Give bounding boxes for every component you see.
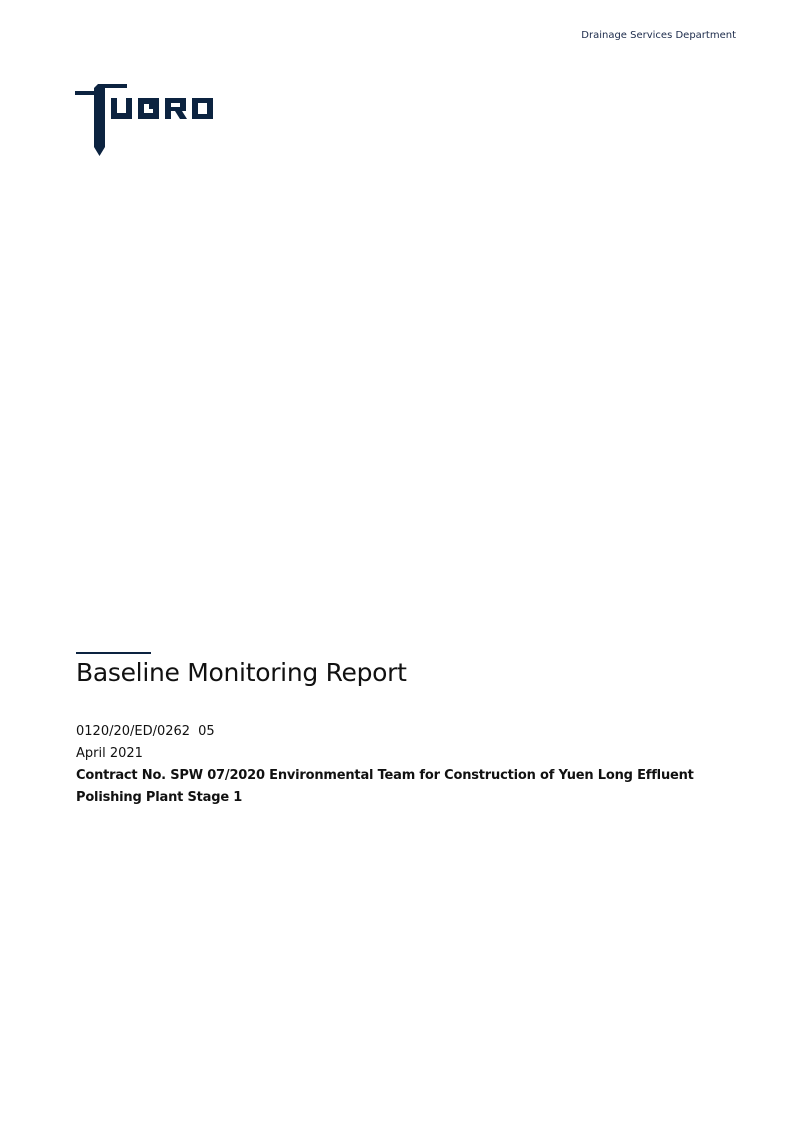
fugro-logo	[75, 84, 237, 158]
revision-number: 05	[198, 724, 215, 739]
reference-number: 0120/20/ED/0262	[76, 724, 191, 739]
reference-line	[76, 721, 716, 743]
report-date: April 2021	[76, 746, 143, 761]
contract-title: Contract No. SPW 07/2020 Environmental Team for Construction of Yuen Long Effluent Polishing Plant Stage 1	[76, 768, 694, 805]
document-metadata	[76, 721, 716, 809]
report-title: Baseline Monitoring Report	[76, 658, 407, 687]
title-divider	[76, 652, 151, 654]
department-name: Drainage Services Department	[581, 30, 736, 41]
